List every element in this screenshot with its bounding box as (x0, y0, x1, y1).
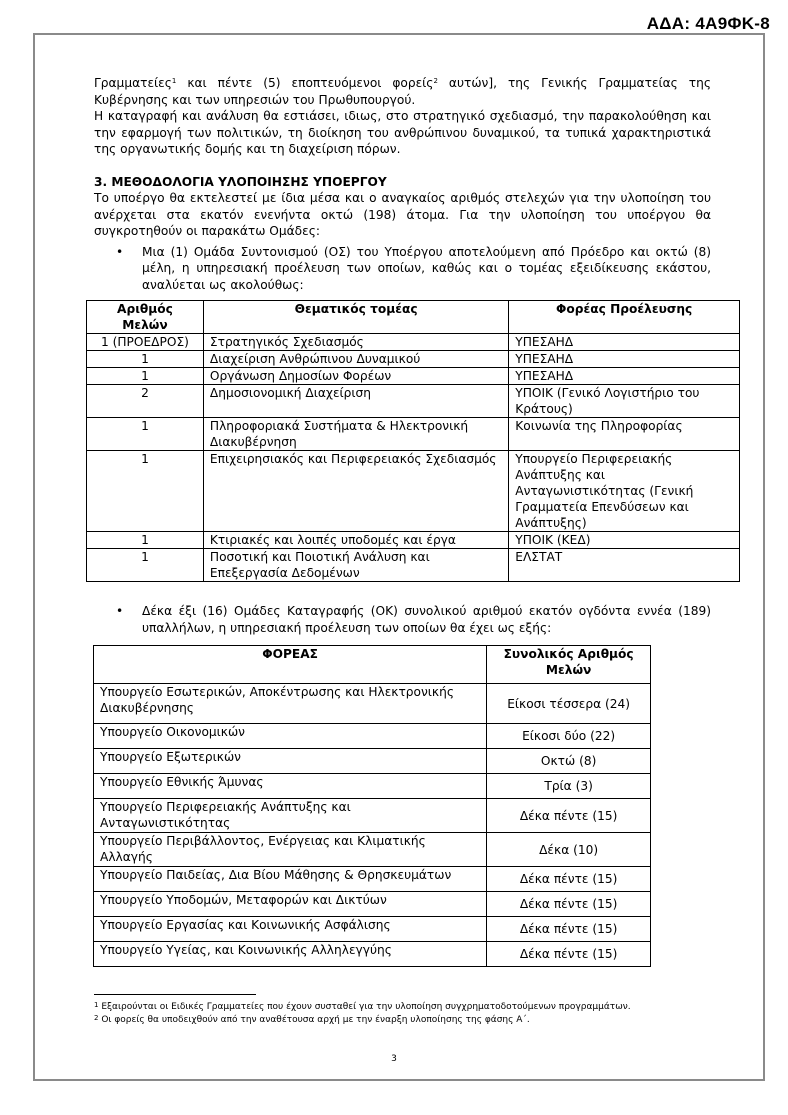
footnotes (94, 1001, 711, 1027)
table-header-cell: Θεματικός τομέας (203, 301, 508, 334)
table-cell: Κτιριακές και λοιπές υποδομές και έργα (203, 532, 508, 549)
table-header-cell: ΦΟΡΕΑΣ (94, 646, 487, 684)
table-row (87, 451, 740, 532)
table-cell: Υπουργείο Παιδείας, Δια Βίου Μάθησης & Θρησκευμάτων (94, 867, 487, 892)
table-row (87, 549, 740, 582)
table-cell: Δέκα πέντε (15) (487, 917, 651, 942)
footnote-number: 2 (94, 1014, 99, 1022)
footnote-divider (94, 994, 256, 995)
section-heading: 3. ΜΕΘΟΔΟΛΟΓΙΑ ΥΛΟΠΟΙΗΣΗΣ ΥΠΟΕΡΓΟΥ (94, 174, 387, 189)
bullet-icon: • (116, 604, 124, 618)
table-cell: 1 (87, 451, 204, 532)
table-cell: Πληροφοριακά Συστήματα & Ηλεκτρονική Διακυβέρνηση (203, 418, 508, 451)
intro-paragraph-2: Η καταγραφή και ανάλυση θα εστιάσει, ιδιως, στο στρατηγικό σχεδιασμό, την παρακολούθηση και την εφαρμογή των πολιτικών, τη διοίκηση του ανθρώπινου δυναμικού, τα τυπικά χαρακτηριστικά της οργανωτικής δομής και τη διαχείριση πόρων. (94, 109, 711, 156)
bullet-text-1: Μια (1) Ομάδα Συντονισμού (ΟΣ) του Υποέργου αποτελούμενη από Πρόεδρο και οκτώ (8) μέλη, η υπηρεσιακή προέλευση των οποίων, καθώς και ο τομέας εξειδίκευσης εκάστου, αναλύεται ως ακολούθως: (142, 244, 711, 292)
table-cell: Τρία (3) (487, 774, 651, 799)
table-cell: Υπουργείο Εξωτερικών (94, 749, 487, 774)
table-header-cell: Συνολικός Αριθμός Μελών (487, 646, 651, 684)
footnote-text: Οι φορείς θα υποδειχθούν από την αναθέτουσα αρχή με την έναρξη υλοποίησης της φάσης Α΄. (98, 1015, 530, 1025)
table-cell: Ποσοτική και Ποιοτική Ανάλυση και Επεξεργασία Δεδομένων (203, 549, 508, 582)
table-cell: Στρατηγικός Σχεδιασμός (203, 334, 508, 351)
footnote-2 (94, 1014, 711, 1027)
table-cell: Υπουργείο Περιφερειακής Ανάπτυξης και Ανταγωνιστικότητας (Γενική Γραμματεία Επενδύσεων και Ανάπτυξης) (509, 451, 740, 532)
table-row (87, 385, 740, 418)
table-cell: 1 (87, 418, 204, 451)
footnote-ref-1: 1 (171, 77, 177, 85)
page-number: 3 (391, 1054, 397, 1064)
table-row (94, 684, 651, 724)
table-cell: Οργάνωση Δημοσίων Φορέων (203, 368, 508, 385)
table-cell: Υπουργείο Εργασίας και Κοινωνικής Ασφάλισης (94, 917, 487, 942)
table-cell: Υπουργείο Περιβάλλοντος, Ενέργειας και Κλιματικής Αλλαγής (94, 833, 487, 867)
table-cell: Δέκα πέντε (15) (487, 799, 651, 833)
table-row (94, 774, 651, 799)
table-row (87, 418, 740, 451)
table-row (94, 799, 651, 833)
table-cell: 1 (87, 368, 204, 385)
table-cell: Διαχείριση Ανθρώπινου Δυναμικού (203, 351, 508, 368)
footnote-ref-2: 2 (433, 77, 438, 85)
bullet-block (94, 603, 711, 636)
table-cell: Υπουργείο Εθνικής Άμυνας (94, 774, 487, 799)
footnote-text: Εξαιρούνται οι Ειδικές Γραμματείες που έχουν συσταθεί για την υλοποίηση συγχρηματοδοτούμενων προγραμμάτων. (98, 1002, 631, 1012)
table-header-row (87, 301, 740, 334)
table-cell: ΕΛΣΤΑΤ (509, 549, 740, 582)
table-row (94, 724, 651, 749)
bullet-item-2 (94, 603, 711, 636)
section-paragraph: Το υποέργο θα εκτελεστεί με ίδια μέσα και ο αναγκαίος αριθμός στελεχών για την υλοποίηση του ανέρχεται στα εκατόν ενενήντα οκτώ (198) άτομα. Για την υλοποίηση του υποέργου θα συγκροτηθούν οι παρακάτω Ομάδες: (94, 191, 711, 238)
table-header-cell: Αριθμός Μελών (87, 301, 204, 334)
footnote-1 (94, 1001, 711, 1014)
table-cell: Οκτώ (8) (487, 749, 651, 774)
table-cell: Υπουργείο Οικονομικών (94, 724, 487, 749)
table-cell: Υπουργείο Υποδομών, Μεταφορών και Δικτύων (94, 892, 487, 917)
table-row (87, 351, 740, 368)
footnote-number: 1 (94, 1001, 99, 1009)
table-cell: ΥΠΕΣΑΗΔ (509, 334, 740, 351)
intro-paragraph-1 (94, 75, 711, 108)
table-row (87, 334, 740, 351)
table-cell: Υπουργείο Περιφερειακής Ανάπτυξης και Ανταγωνιστικότητας (94, 799, 487, 833)
table-row (94, 892, 651, 917)
table-cell: Υπουργείο Υγείας, και Κοινωνικής Αλληλεγγύης (94, 942, 487, 967)
table-cell: Είκοσι δύο (22) (487, 724, 651, 749)
table-cell: Δέκα πέντε (15) (487, 942, 651, 967)
table-cell: Είκοσι τέσσερα (24) (487, 684, 651, 724)
table-cell: 1 (ΠΡΟΕΔΡΟΣ) (87, 334, 204, 351)
table-row (94, 833, 651, 867)
intro-text-a: Γραμματείες (94, 76, 172, 90)
table-cell: ΥΠΕΣΑΗΔ (509, 368, 740, 385)
table-row (94, 749, 651, 774)
table-row (94, 867, 651, 892)
table-row (94, 917, 651, 942)
bullet-item-1 (94, 244, 711, 294)
table-cell: Δέκα (10) (487, 833, 651, 867)
table-cell: ΥΠΟΙΚ (Γενικό Λογιστήριο του Κράτους) (509, 385, 740, 418)
table-cell: Δέκα πέντε (15) (487, 867, 651, 892)
table-cell: Κοινωνία της Πληροφορίας (509, 418, 740, 451)
table-cell: 2 (87, 385, 204, 418)
table-cell: 1 (87, 351, 204, 368)
table-header-row (94, 646, 651, 684)
table-cell: Επιχειρησιακός και Περιφερειακός Σχεδιασμός (203, 451, 508, 532)
bullet-icon: • (116, 244, 124, 259)
table-row (87, 368, 740, 385)
table-cell: ΥΠΟΙΚ (ΚΕΔ) (509, 532, 740, 549)
table-row (94, 942, 651, 967)
table-row (87, 532, 740, 549)
coordination-team-table (86, 300, 740, 582)
recording-teams-table (93, 645, 651, 967)
table-cell: 1 (87, 549, 204, 582)
ada-code: ΑΔΑ: 4Α9ΦΚ-8 (646, 14, 770, 33)
table-header-cell: Φορέας Προέλευσης (509, 301, 740, 334)
table-cell: 1 (87, 532, 204, 549)
table-cell: ΥΠΕΣΑΗΔ (509, 351, 740, 368)
table-cell: Δημοσιονομική Διαχείριση (203, 385, 508, 418)
document-body (94, 75, 711, 293)
table-cell: Δέκα πέντε (15) (487, 892, 651, 917)
intro-text-b: και πέντε (5) εποπτευόμενοι φορείς (176, 76, 434, 90)
bullet-text-2: Δέκα έξι (16) Ομάδες Καταγραφής (ΟΚ) συνολικού αριθμού εκατόν ογδόντα εννέα (189) υπαλλήλων, η υπηρεσιακή προέλευση των οποίων θα έχει ως εξής: (142, 604, 711, 635)
intro-text-c: αυτών], της Γενικής Γραμματείας της Κυβέρνησης και των υπηρεσιών του Πρωθυπουργού. (94, 76, 711, 107)
table-cell: Υπουργείο Εσωτερικών, Αποκέντρωσης και Ηλεκτρονικής Διακυβέρνησης (94, 684, 487, 724)
